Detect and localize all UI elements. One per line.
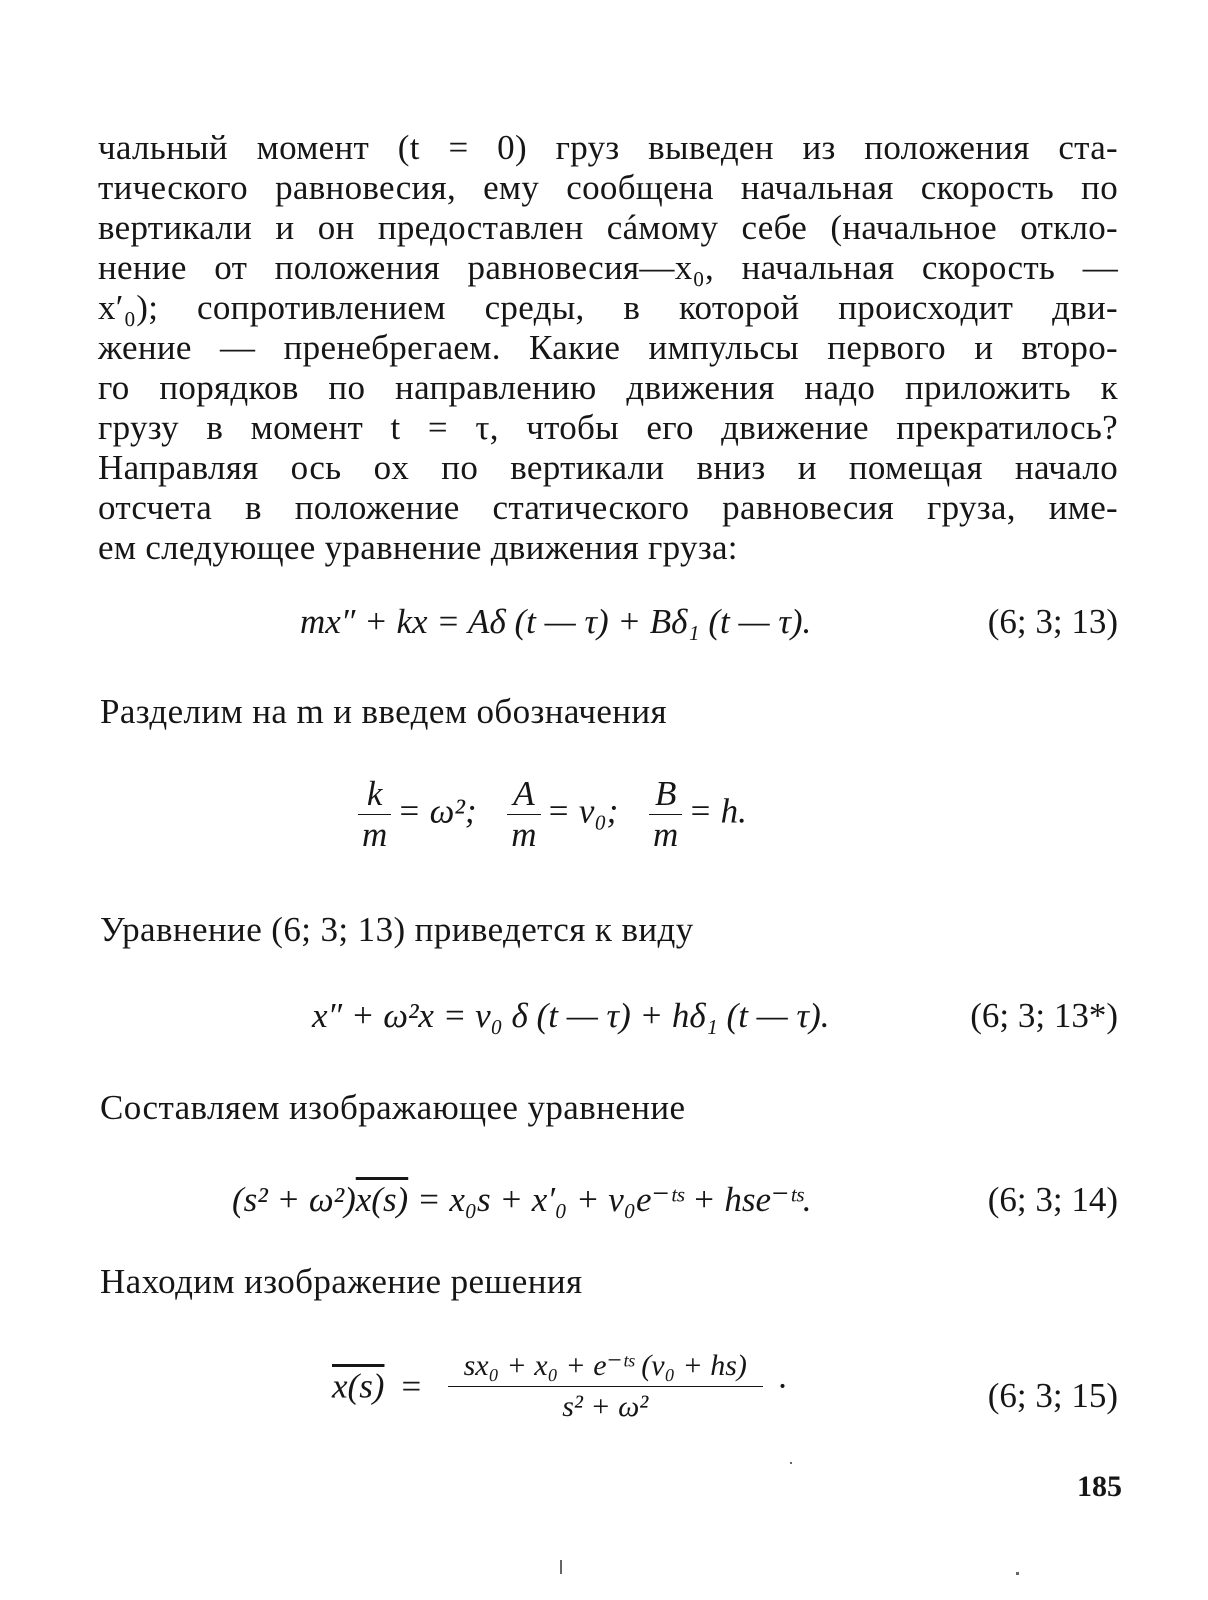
text-line: вертикали и он предоставлен сáмому себе (начальное откло- [98,208,1118,247]
equals-sign: = [399,1366,423,1406]
equation-reduced [312,996,829,1036]
text-line: жение — пренебрегаем. Какие импульсы первого и второ- [98,328,1118,367]
equation-formula: mx″ + kx = Aδ (t — τ) + Bδ₁ (t — τ). [300,602,812,641]
text-image-eq: Составляем изображающее уравнение [100,1088,686,1127]
fraction-numerator: A [507,776,540,815]
solution-fraction [448,1348,763,1425]
text-line: нение от положения равновесия—x₀, начальная скорость — [98,248,1118,287]
equation-number: (6; 3; 13) [987,602,1118,641]
equation-image [232,1180,812,1220]
text-line: отсчета в положение статического равновесия груза, име- [98,488,1118,527]
fraction-b-m [649,776,682,853]
fraction-a-m [507,776,540,853]
text-line: ем следующее уравнение движения груза: [98,528,738,567]
text-find-image: Находим изображение решения [100,1262,583,1301]
trailing-dot: · [777,1366,787,1406]
fraction-numerator: k [358,776,391,815]
fraction-numerator: B [649,776,682,815]
text-line: го порядков по направлению движения надо приложить к [98,368,1118,407]
notation-rhs: = ω²; [397,791,477,831]
equation-number: (6; 3; 13*) [970,996,1118,1035]
scan-speck [790,1462,792,1464]
text-divide: Разделим на m и введем обозначения [100,692,668,731]
scan-speck [560,1560,562,1574]
text-line: Направляя ось ox по вертикали вниз и помещая начало [98,448,1118,487]
text-line: грузу в момент t = τ, чтобы его движение прекратилось? [98,408,1118,447]
text-line: x′₀); сопротивлением среды, в которой происходит дви- [98,288,1118,327]
page-number: 185 [1077,1470,1122,1503]
equation-number: (6; 3; 15) [987,1376,1118,1415]
equation-lhs-overlined: x(s) [355,1180,409,1219]
equation-rhs: = x₀s + x′₀ + v₀e⁻ᵗˢ + hse⁻ᵗˢ. [416,1180,812,1219]
scan-speck [1016,1572,1019,1575]
fraction-denominator: s² + ω² [562,1390,649,1423]
equation-number: (6; 3; 14) [987,1180,1118,1219]
text-line: тического равновесия, ему сообщена начальная скорость по [98,168,1118,207]
text-reduced: Уравнение (6; 3; 13) приведется к виду [100,910,694,949]
equation-formula: x″ + ω²x = v₀ δ (t — τ) + hδ₁ (t — τ). [312,996,830,1035]
equation-lhs: (s² + ω²) [232,1180,356,1219]
fraction-numerator: sx₀ + x₀ + e⁻ᵗˢ (v₀ + hs) [448,1348,763,1387]
text-line: чальный момент (t = 0) груз выведен из положения ста- [98,128,1118,167]
notation-rhs: = v₀; [546,791,619,831]
equation-motion [300,602,811,642]
fraction-denominator: m [653,815,679,854]
fraction-denominator: m [362,815,388,854]
fraction-k-m [358,776,391,853]
notation-rhs: = h. [688,791,747,831]
equation-notation [352,776,747,853]
fraction-denominator: m [511,815,537,854]
equation-lhs: x(s) [332,1366,385,1406]
equation-solution-image [332,1348,786,1425]
paragraph-intro [98,128,1118,568]
